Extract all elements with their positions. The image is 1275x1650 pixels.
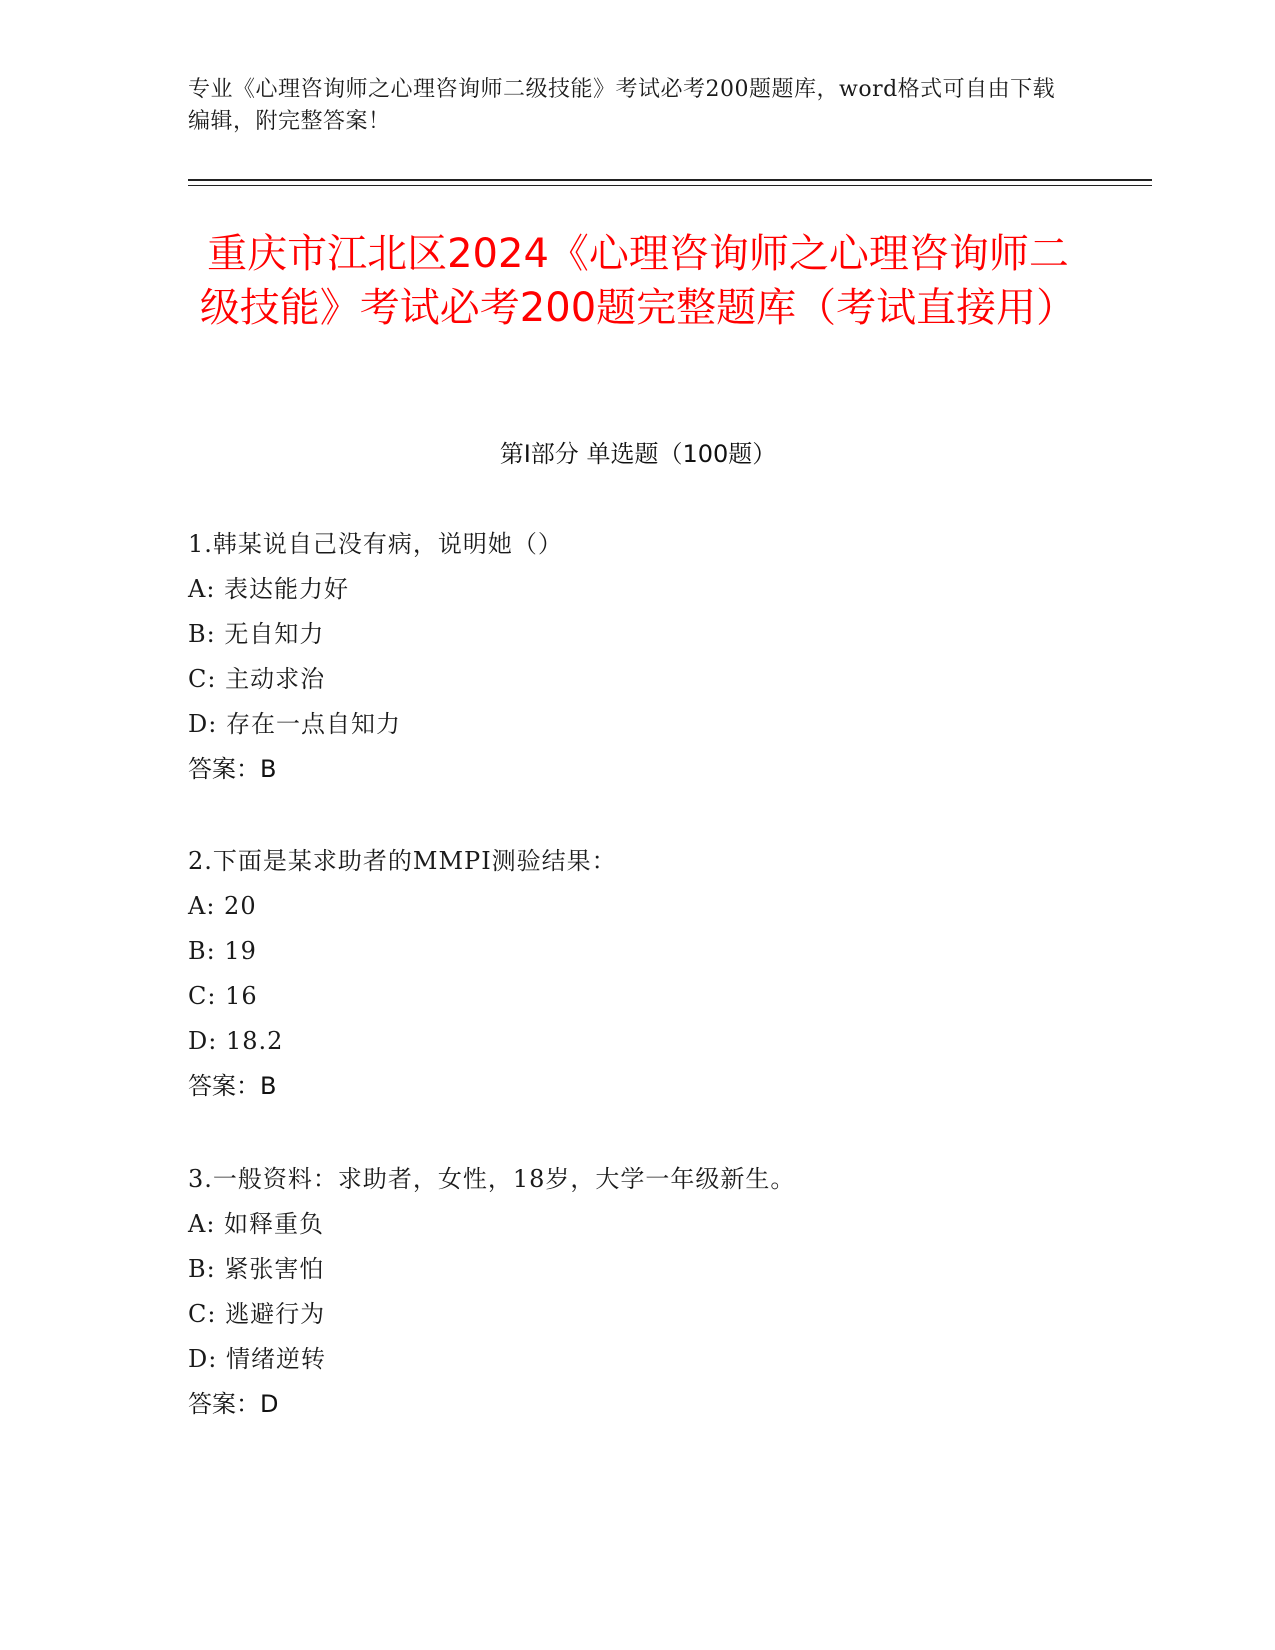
answer-label: 答案：B — [188, 1072, 277, 1100]
header-rule-thick — [188, 179, 1152, 181]
question-stem: 3.一般资料：求助者，女性，18岁，大学一年级新生。 — [188, 1165, 796, 1193]
option-d: D: 18.2 — [188, 1027, 284, 1055]
question-block — [188, 839, 1088, 1109]
option-b: B: 无自知力 — [188, 620, 325, 648]
question-stem: 2.下面是某求助者的MMPI测验结果： — [188, 847, 617, 875]
document-title: 重庆市江北区2024《心理咨询师之心理咨询师二级技能》考试必考200题完整题库（考试直接用） — [199, 231, 1077, 331]
option-c: C: 逃避行为 — [188, 1300, 326, 1328]
question-block — [188, 1157, 1088, 1427]
header-rule-thin — [188, 185, 1152, 186]
option-d: D: 情绪逆转 — [188, 1345, 326, 1373]
option-a: A: 如释重负 — [188, 1210, 325, 1238]
question-block — [188, 522, 1088, 792]
answer-label: 答案：D — [188, 1390, 279, 1418]
option-b: B: 紧张害怕 — [188, 1255, 325, 1283]
question-stem: 1.韩某说自己没有病，说明她（） — [188, 530, 563, 558]
answer-label: 答案：B — [188, 755, 277, 783]
option-c: C: 主动求治 — [188, 665, 326, 693]
option-d: D: 存在一点自知力 — [188, 710, 401, 738]
option-c: C: 16 — [188, 982, 258, 1010]
section-title: 第I部分 单选题（100题） — [499, 440, 777, 468]
option-b: B: 19 — [188, 937, 257, 965]
option-a: A: 20 — [188, 892, 257, 920]
option-a: A: 表达能力好 — [188, 575, 350, 603]
header-note: 专业《心理咨询师之心理咨询师二级技能》考试必考200题题库，word格式可自由下载编辑，附完整答案！ — [188, 77, 1056, 134]
